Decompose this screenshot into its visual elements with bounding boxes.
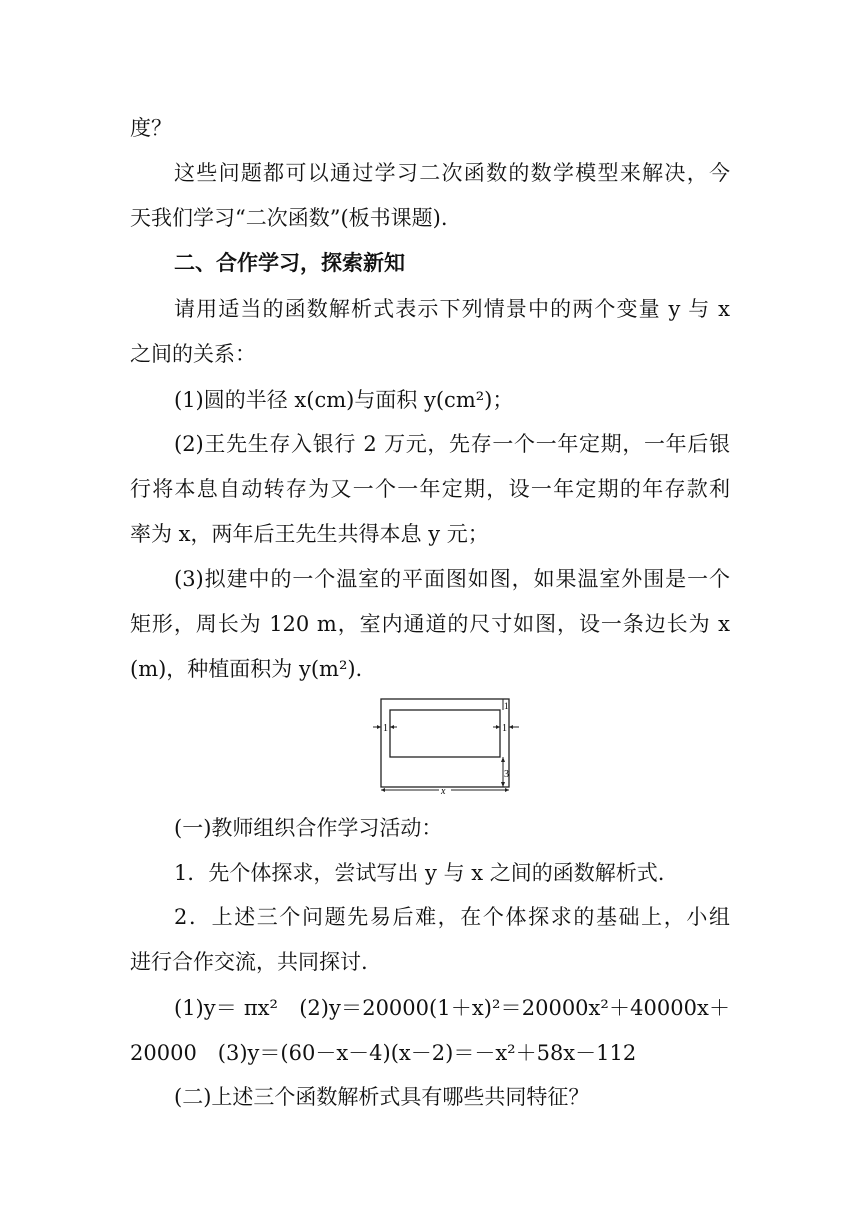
floor-plan-diagram <box>373 697 523 797</box>
text-line: 率为 x，两年后王先生共得本息 y 元； <box>130 522 489 546</box>
dim-label-x: x <box>441 786 446 797</box>
text-line: 这些问题都可以通过学习二次函数的数学模型来解决，今 <box>174 161 730 185</box>
text-line: 进行合作交流，共同探讨. <box>130 950 368 974</box>
text-line: 请用适当的函数解析式表示下列情景中的两个变量 y 与 x <box>174 297 730 321</box>
dim-label-right: 1 <box>502 723 507 734</box>
text-line: 2．上述三个问题先易后难，在个体探求的基础上，小组 <box>174 905 730 929</box>
greenhouse-floor-plan <box>373 697 523 797</box>
text-line: 行将本息自动转存为又一个一年定期，设一年定期的年存款利 <box>130 477 730 501</box>
section-heading: 二、合作学习，探索新知 <box>174 251 405 275</box>
text-line: 矩形，周长为 120 m，室内通道的尺寸如图，设一条边长为 x <box>130 612 730 636</box>
text-line: (3)拟建中的一个温室的平面图如图，如果温室外围是一个 <box>174 567 730 591</box>
outer-rectangle <box>381 699 509 787</box>
text-line: (一)教师组织合作学习活动： <box>174 816 443 840</box>
dim-label-top: 1 <box>504 701 509 711</box>
text-line: (m)，种植面积为 y(m²). <box>130 657 363 681</box>
text-line: (2)王先生存入银行 2 万元，先存一个一年定期，一年后银 <box>174 432 730 456</box>
text-line: 度？ <box>130 116 172 140</box>
inner-rectangle <box>390 710 500 757</box>
text-line: 天我们学习“二次函数”(板书课题). <box>130 206 448 230</box>
text-line: (1)圆的半径 x(cm)与面积 y(cm²)； <box>174 388 514 412</box>
dim-label-bottom: 3 <box>504 769 509 780</box>
formula-line: (1)y＝ πx² (2)y＝20000(1＋x)²＝20000x²＋40000x＋ <box>174 996 730 1020</box>
text-line: 1．先个体探求，尝试写出 y 与 x 之间的函数解析式. <box>174 861 665 885</box>
formula-line: 20000 (3)y＝(60－x－4)(x－2)＝－x²＋58x－112 <box>130 1041 637 1065</box>
dim-label-left: 1 <box>383 723 388 734</box>
text-line: (二)上述三个函数解析式具有哪些共同特征？ <box>174 1085 590 1109</box>
text-line: 之间的关系： <box>130 342 256 366</box>
